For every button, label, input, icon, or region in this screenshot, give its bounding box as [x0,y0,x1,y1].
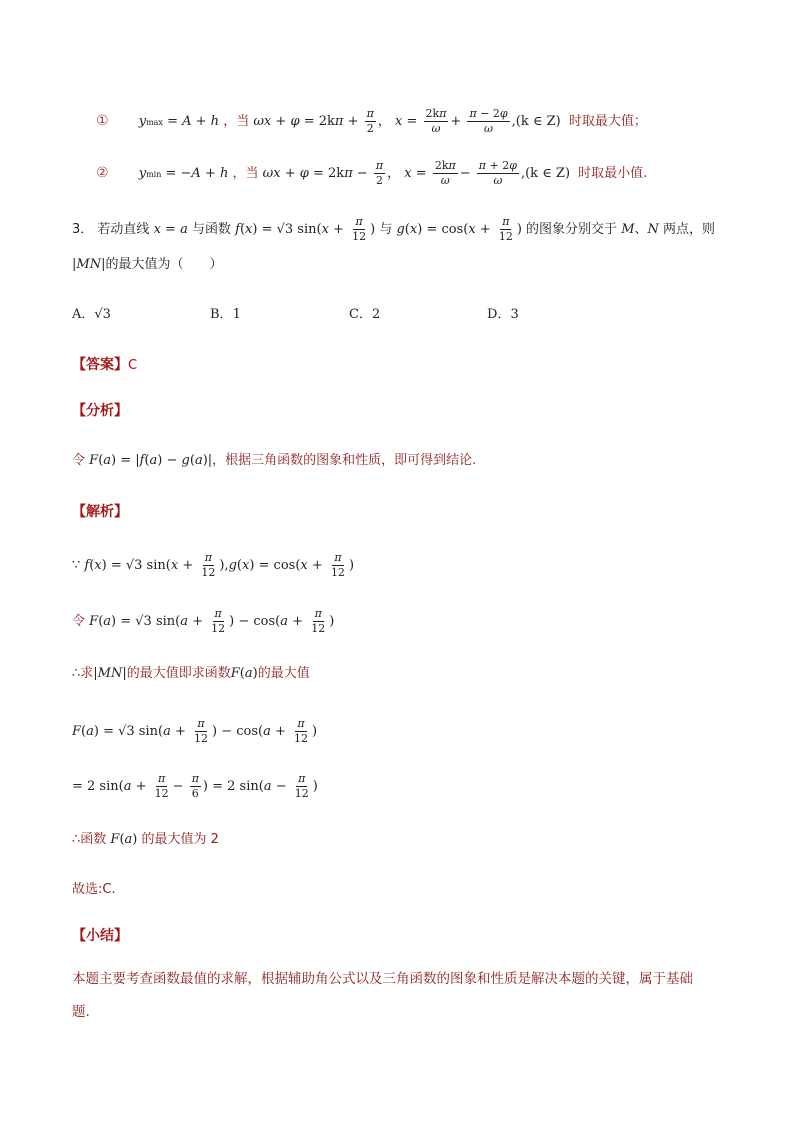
case-formula: ymin = −A + h ，当 ωx + φ = 2kπ − $\frac{\pi}{2}$ ， x = $\frac{2k\pi}{\omega}$ − $\frac{\pi + 2\varphi}{\omega}$ ,(k ∈ Z) [138,159,571,188]
analysis-text: 令 F(a) = |f(a) − g(a)|，根据三角函数的图象和性质，即可得到结论. [72,453,477,468]
summary-line-2: 题. [72,1004,90,1020]
mn-abs: |MN| [72,257,106,272]
answer-label: 【答案】 [72,357,128,373]
summary-heading: 【小结】 [72,928,128,944]
line-equation: x = a [153,222,188,238]
case-2 [96,160,647,187]
question-line-2: |MN|的最大值为（ ） [72,257,223,272]
options [72,308,632,328]
option-b: B．1 [210,307,241,322]
solution-line-6: ∴函数 F(a) 的最大值为 2 [72,832,219,847]
solution-line-5: = 2 sin(a + $\frac{\pi}{12}$ − $\frac{\pi}{6}$ ) = 2 sin(a − $\frac{\pi}{12}$ ) [72,772,318,801]
solution-choose: 故选:C. [72,882,116,897]
answer [72,358,137,372]
question-number: 3． [72,222,94,238]
solution-line-4: F(a) = √3 sin(a + $\frac{\pi}{12}$ ) − cos(a + $\frac{\pi}{12}$ ) [72,717,318,746]
solution-line-2: 令 F(a) = √3 sin(a + $\frac{\pi}{12}$ ) − cos(a + $\frac{\pi}{12}$ ) [72,607,335,636]
solution-line-3: ∴求|MN|的最大值即求函数F(a)的最大值 [72,666,310,681]
question-text: 若动直线 [97,222,150,238]
option-c: C．2 [349,307,381,322]
case-tail: 时取最大值； [568,114,647,130]
solution-heading: 【解析】 [72,504,128,520]
case-1 [96,108,647,135]
analysis-heading: 【分析】 [72,403,128,419]
answer-value: C [128,358,138,373]
option-d: D．3 [487,307,519,322]
case-formula: ymax = A + h ，当 ωx + φ = 2kπ + $\frac{\pi}{2}$ ， x = $\frac{2k\pi}{\omega}$ + $\frac{\pi - 2\varphi}{\omega}$ ,(k ∈ Z) [138,107,561,136]
solution-line-1: ∵ f(x) = √3 sin(x + $\frac{\pi}{12}$ ),g(x) = cos(x + $\frac{\pi}{12}$ ) [72,551,355,580]
option-a: A．√3 [72,307,111,322]
case-tail: 时取最小值. [578,166,648,182]
question-line-1: 3． 若动直线 x = a 与函数 f(x) = √3 sin(x + $\frac{\pi}{12}$ ) 与 g(x) = cos(x + $\frac{\pi}{12}$ ) 的图象分别交于 M、N 两点，则 [72,215,716,244]
function-g: g(x) = cos(x + $\frac{\pi}{12}$ ) [396,215,522,244]
case-number: ② [96,165,109,182]
function-f: f(x) = √3 sin(x + $\frac{\pi}{12}$ ) [235,215,376,244]
case-number: ① [96,113,109,130]
summary-line-1: 本题主要考查函数最值的求解，根据辅助角公式以及三角函数的图象和性质是解决本题的关键，属于基础 [72,971,693,987]
